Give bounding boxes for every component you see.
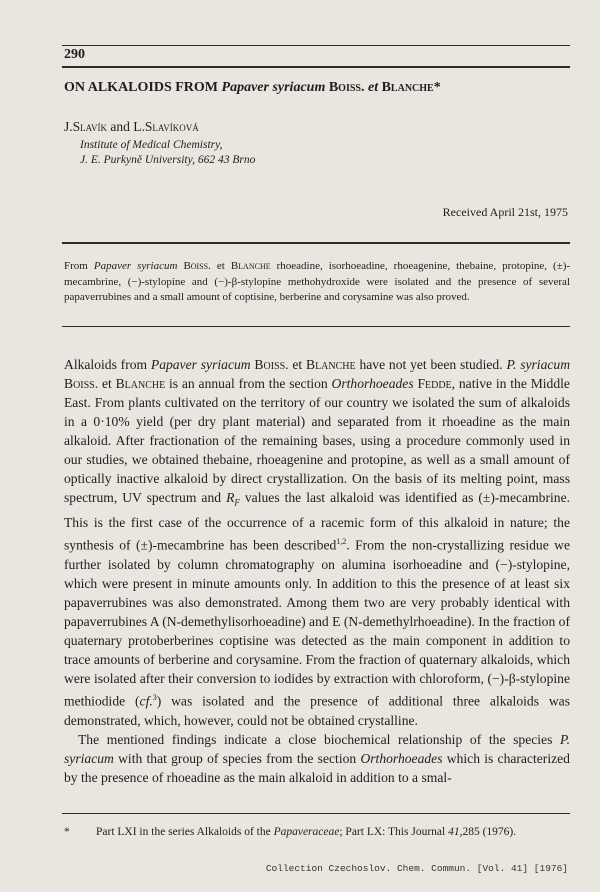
title-et: et — [367, 80, 379, 95]
page-number: 290 — [64, 47, 85, 62]
journal-citation: Collection Czechoslov. Chem. Commun. [Vol. 41] [1976] — [265, 863, 568, 874]
affiliation-line-1: Institute of Medical Chemistry, — [80, 139, 223, 151]
abstract-top-rule — [62, 242, 570, 244]
paragraph-1: Alkaloids from Papaver syriacum Boiss. et Blanche have not yet been studied. P. syriacum Boiss. et Blanche is an annual from the section Orthorhoeades Fedde, native in the Middle East. From plants cultivated on the territory of our country we isolated the sum of alkaloids in a 0·10% yield (per dry plant material) and separated from it rhoeadine as the main alkaloid. After fractionation of the remaining bases, using a procedure commonly used in our studies, we obtained thebaine, rhoeagenine and protopine, as well as a small amount of optically inactive alkaloid by direct crystallization. On the basis of its melting point, mass spectrum, UV spectrum and $R_F$ values the last alkaloid was identified as (±)-mecambrine. This is the first case of the occurrence of a racemic form of this alkaloid in nature; the synthesis of (±)-mecambrine has been described$^{1,2}$. From the non-crystallizing residue we further isolated by column chromatography on alumina isorhoeadine and (−)-stylopine, which were present in minute amounts only. In addition to this the presence of at least six papaverrubines was also demonstrated. Among them two are very probably identical with papaverrubines A (N-demethylisorhoeadine) and E (N-demethylrhoeadine). In the fraction of quaternary protoberberines coptisine was detected as the main component in addition to trace amounts of berberine and corysamine. From the fraction of quaternary alkaloids, which were isolated after their conversion to iodides by extraction with chloroform, (−)-β-stylopine methiodide (cf.$^3$) was isolated and the presence of additional three alkaloids was demonstrated, which, however, could not be obtained crystalline. — [64, 357, 571, 728]
abstract-authority: Boiss. — [183, 260, 211, 272]
author-1: J.Slavík — [64, 119, 107, 134]
abstract-authority-2: Blanche — [230, 260, 271, 272]
abstract-from: From — [64, 260, 88, 272]
title-footnote-mark: * — [433, 80, 441, 95]
abstract-bottom-rule — [62, 326, 570, 327]
title-authority: Boiss. — [328, 80, 365, 95]
title-species: Papaver syriacum — [221, 80, 326, 95]
abstract-text: rhoeadine, isorhoeadine, rhoeagenine, thebaine, protopine, (±)-mecambrine, (−)-stylopine and (−)-β-stylopine methohydroxide were isolated and the presence of several papaverrubines and a small amount of coptisine, berberine and corysamine was also proved. — [64, 260, 571, 304]
body-text — [64, 355, 570, 787]
article-title — [64, 80, 441, 96]
paragraph-2: The mentioned findings indicate a close biochemical relationship of the species P. syriacum with that group of species from the section Orthorhoeades which is characterized by the presence of rhoeadine as the main alkaloid in addition to a smal- — [64, 731, 570, 785]
abstract-species: Papaver syriacum — [93, 260, 178, 272]
authors — [64, 119, 199, 135]
footnote-mark: * — [64, 826, 70, 838]
affiliation — [80, 138, 255, 168]
title-prefix: ON ALKALOIDS FROM — [64, 80, 219, 95]
top-rule — [62, 45, 570, 46]
abstract — [64, 259, 570, 306]
footnote-rule — [62, 813, 570, 814]
title-authority-2: Blanche — [381, 80, 434, 95]
affiliation-line-2: J. E. Purkyně University, 662 43 Brno — [80, 154, 256, 166]
header-rule — [62, 66, 570, 68]
authors-and: and — [110, 119, 130, 134]
author-2: L.Slavíková — [133, 119, 199, 134]
footnote-text: Part LXI in the series Alkaloids of the Papaveraceae; Part LX: This Journal 41,285 (1976). — [96, 826, 517, 838]
received-date: Received April 21st, 1975 — [442, 205, 568, 219]
abstract-et: et — [216, 260, 225, 272]
